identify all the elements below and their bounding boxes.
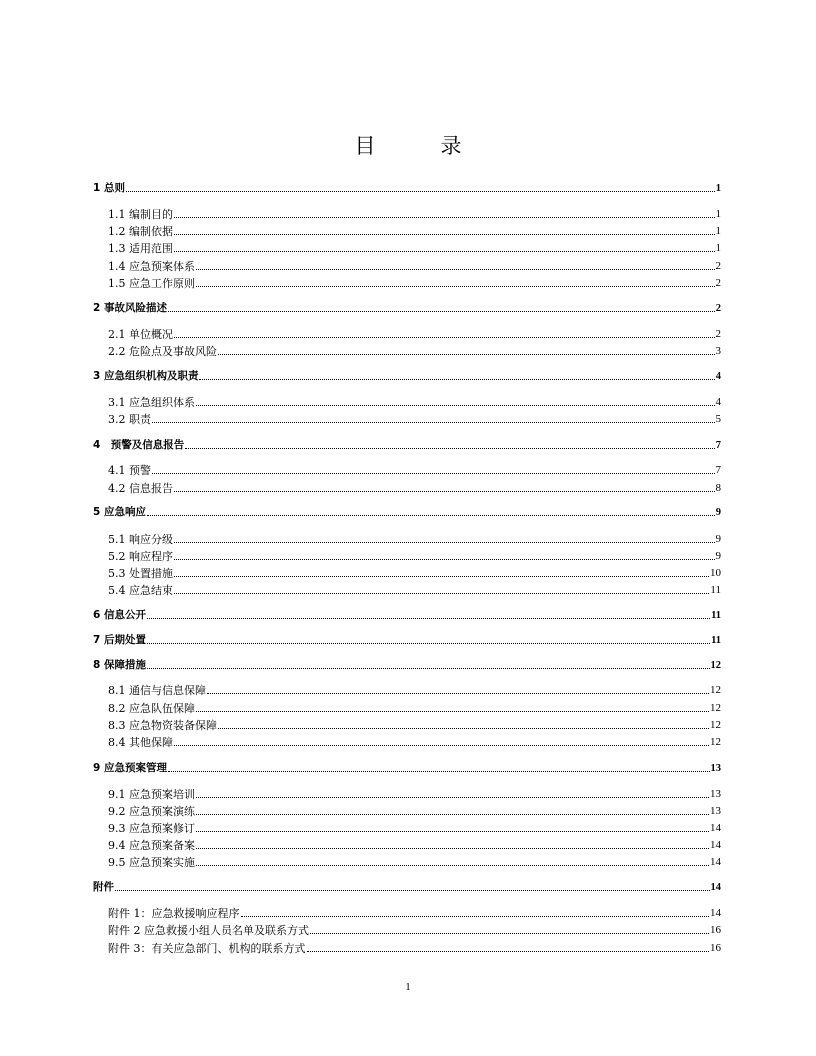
- dot-leader: [307, 951, 710, 952]
- toc-entry-label: 8.1 通信与信息保障: [108, 684, 206, 697]
- toc-entry-label: 9.5 应急预案实施: [108, 856, 195, 869]
- toc-entry-page: 8: [715, 482, 721, 494]
- toc-entry[interactable]: [108, 856, 721, 869]
- dot-leader: [168, 771, 710, 772]
- toc-entry-label: 1.3 适用范围: [108, 242, 173, 255]
- toc-entry-page: 12: [710, 660, 721, 671]
- toc-entry-page: 11: [711, 635, 721, 646]
- toc-entry-label: 5 应急响应: [93, 506, 146, 518]
- toc-entry-page: 1: [715, 242, 721, 254]
- toc-entry-page: 5: [715, 413, 721, 425]
- toc-entry-label: 2.1 单位概况: [108, 328, 173, 341]
- toc-entry[interactable]: [108, 684, 721, 697]
- dot-leader: [152, 422, 715, 423]
- toc-entry-label: 9.4 应急预案备案: [108, 839, 195, 852]
- dot-leader: [174, 559, 715, 560]
- toc-entry[interactable]: [108, 702, 721, 715]
- toc-entry-label: 4.1 预警: [108, 464, 151, 477]
- toc-entry-page: 9: [715, 550, 721, 562]
- toc-entry-label: 4 预警及信息报告: [93, 439, 185, 451]
- dot-leader: [174, 745, 709, 746]
- dot-leader: [218, 354, 715, 355]
- toc-entry[interactable]: [108, 550, 721, 563]
- toc-entry-label: 8 保障措施: [93, 659, 146, 671]
- dot-leader: [147, 643, 710, 644]
- dot-leader: [152, 473, 715, 474]
- dot-leader: [174, 251, 715, 252]
- toc-entry-label: 1 总则: [93, 182, 125, 194]
- toc-title: 目 录: [354, 134, 484, 158]
- toc-entry[interactable]: [108, 482, 721, 495]
- toc-entry[interactable]: [108, 464, 721, 477]
- toc-entry-page: 14: [710, 839, 721, 851]
- toc-entry-label: 1.2 编制依据: [108, 225, 173, 238]
- toc-entry-label: 7 后期处置: [93, 634, 146, 646]
- toc-entry[interactable]: [108, 822, 721, 835]
- toc-entry[interactable]: [108, 719, 721, 732]
- toc-entry-page: 12: [710, 702, 721, 714]
- toc-entry-label: 3.1 应急组织体系: [108, 396, 195, 409]
- toc-entry-page: 14: [710, 907, 721, 919]
- toc-entry[interactable]: [108, 839, 721, 852]
- toc-entry[interactable]: [108, 907, 721, 920]
- toc-entry[interactable]: [108, 584, 721, 597]
- toc-entry-label: 9.2 应急预案演练: [108, 805, 195, 818]
- toc-entry[interactable]: [108, 924, 721, 937]
- toc-entry[interactable]: [108, 413, 721, 426]
- toc-entry-label: 3 应急组织机构及职责: [93, 370, 199, 382]
- toc-entry-page: 16: [710, 942, 721, 954]
- toc-entry-label: 9.1 应急预案培训: [108, 788, 195, 801]
- toc-entry-label: 8.3 应急物资装备保障: [108, 719, 217, 732]
- toc-entry-page: 13: [710, 763, 721, 774]
- toc-entry[interactable]: [108, 208, 721, 221]
- toc-entry-label: 8.2 应急队伍保障: [108, 702, 195, 715]
- toc-entry[interactable]: [108, 242, 721, 255]
- dot-leader: [115, 890, 710, 891]
- toc-entry-page: 2: [715, 303, 721, 314]
- toc-entry-label: 2 事故风险描述: [93, 302, 167, 314]
- toc-entry-page: 1: [715, 183, 721, 194]
- toc-entry[interactable]: [108, 942, 721, 955]
- toc-entry-label: 9.3 应急预案修订: [108, 822, 195, 835]
- toc-entry[interactable]: [93, 762, 721, 775]
- dot-leader: [174, 337, 715, 338]
- dot-leader: [174, 593, 709, 594]
- dot-leader: [185, 448, 714, 449]
- toc-entry-label: 9 应急预案管理: [93, 762, 167, 774]
- toc-entry[interactable]: [108, 345, 721, 358]
- dot-leader: [196, 831, 709, 832]
- toc-entry[interactable]: [93, 659, 721, 672]
- toc-entry-page: 7: [715, 464, 721, 476]
- dot-leader: [174, 491, 715, 492]
- dot-leader: [196, 814, 709, 815]
- dot-leader: [199, 379, 714, 380]
- toc-entry-label: 5.1 响应分级: [108, 533, 173, 546]
- toc-entry[interactable]: [93, 182, 721, 195]
- toc-entry[interactable]: [93, 370, 721, 383]
- toc-entry-page: 14: [710, 882, 721, 893]
- dot-leader: [241, 916, 710, 917]
- toc-entry[interactable]: [93, 881, 721, 894]
- toc-entry[interactable]: [108, 788, 721, 801]
- toc-entry-label: 1.1 编制目的: [108, 208, 173, 221]
- toc-entry[interactable]: [93, 634, 721, 647]
- toc-entry-label: 附件: [93, 881, 114, 893]
- toc-entry-page: 16: [710, 924, 721, 936]
- dot-leader: [168, 311, 715, 312]
- toc-entry-label: 附件 1：应急救援响应程序: [108, 907, 240, 920]
- toc-entry-page: 14: [710, 856, 721, 868]
- dot-leader: [174, 217, 715, 218]
- dot-leader: [174, 576, 709, 577]
- toc-entry[interactable]: [108, 736, 721, 749]
- toc-entry[interactable]: [108, 396, 721, 409]
- toc-entry[interactable]: [93, 609, 721, 622]
- toc-entry-page: 9: [715, 533, 721, 545]
- toc-entry-label: 5.4 应急结束: [108, 584, 173, 597]
- toc-entry-label: 5.3 处置措施: [108, 567, 173, 580]
- dot-leader: [196, 711, 709, 712]
- toc-entry-label: 附件 3：有关应急部门、机构的联系方式: [108, 942, 306, 955]
- toc-entry-label: 3.2 职责: [108, 413, 151, 426]
- toc-entry[interactable]: [108, 805, 721, 818]
- toc-entry-label: 5.2 响应程序: [108, 550, 173, 563]
- toc-entry-page: 11: [711, 610, 721, 621]
- toc-entry-page: 11: [710, 584, 721, 596]
- toc-entry-page: 9: [715, 507, 721, 518]
- toc-entry-label: 6 信息公开: [93, 609, 146, 621]
- dot-leader: [147, 668, 710, 669]
- dot-leader: [196, 405, 715, 406]
- toc-entry-page: 3: [715, 345, 721, 357]
- dot-leader: [196, 865, 709, 866]
- toc-entry-page: 4: [715, 396, 721, 408]
- dot-leader: [218, 728, 709, 729]
- toc-entry[interactable]: [108, 225, 721, 238]
- toc-entry-page: 4: [715, 371, 721, 382]
- toc-entry-page: 12: [710, 736, 721, 748]
- toc-entry-page: 1: [715, 225, 721, 237]
- dot-leader: [174, 234, 715, 235]
- dot-leader: [196, 797, 709, 798]
- toc-entry-page: 2: [715, 277, 721, 289]
- toc-entry[interactable]: [108, 567, 721, 580]
- toc-entry-label: 4.2 信息报告: [108, 482, 173, 495]
- toc-entry-page: 7: [715, 440, 721, 451]
- dot-leader: [147, 515, 715, 516]
- toc-entry-label: 1.5 应急工作原则: [108, 277, 195, 290]
- toc-entry-page: 13: [710, 788, 721, 800]
- toc-entry[interactable]: [93, 506, 721, 519]
- toc-entry[interactable]: [93, 439, 721, 452]
- toc-entry[interactable]: [93, 302, 721, 315]
- toc-entry-page: 13: [710, 805, 721, 817]
- toc-entry-page: 2: [715, 328, 721, 340]
- page-number: 1: [405, 981, 411, 993]
- toc-entry-page: 2: [715, 260, 721, 272]
- dot-leader: [207, 693, 709, 694]
- dot-leader: [174, 542, 715, 543]
- dot-leader: [196, 848, 709, 849]
- dot-leader: [196, 286, 715, 287]
- dot-leader: [147, 618, 710, 619]
- toc-entry-label: 8.4 其他保障: [108, 736, 173, 749]
- dot-leader: [126, 191, 715, 192]
- toc-entry-page: 10: [710, 567, 721, 579]
- toc-entry[interactable]: [108, 533, 721, 546]
- toc-entry-label: 2.2 危险点及事故风险: [108, 345, 217, 358]
- toc-entry[interactable]: [108, 328, 721, 341]
- toc-entry[interactable]: [108, 260, 721, 273]
- toc-entry[interactable]: [108, 277, 721, 290]
- toc-entry-label: 1.4 应急预案体系: [108, 260, 195, 273]
- dot-leader: [310, 933, 709, 934]
- toc-entry-page: 1: [715, 208, 721, 220]
- toc-entry-page: 12: [710, 719, 721, 731]
- dot-leader: [196, 269, 715, 270]
- toc-entry-page: 12: [710, 684, 721, 696]
- toc-entry-label: 附件 2 应急救援小组人员名单及联系方式: [108, 924, 309, 937]
- toc-entry-page: 14: [710, 822, 721, 834]
